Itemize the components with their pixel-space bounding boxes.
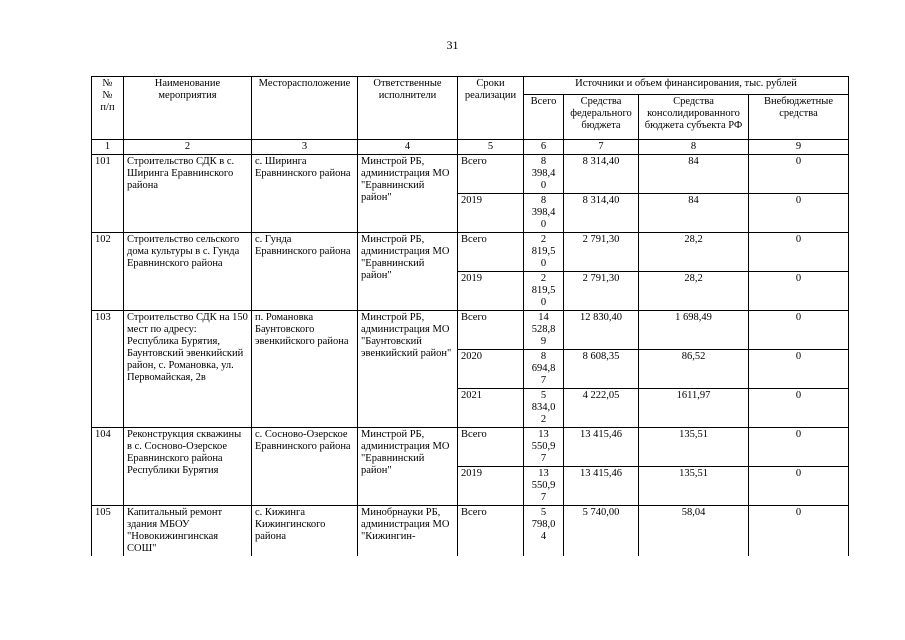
event-location: с. Сосново-Озерское Еравнинского района xyxy=(252,428,358,506)
header-row xyxy=(92,77,849,95)
table-row xyxy=(92,311,849,350)
header-federal: Средства федерального бюджета xyxy=(564,94,639,140)
column-number: 5 xyxy=(458,140,524,155)
regional-cell: 86,52 xyxy=(639,350,749,389)
total-cell: 14 528,8 9 xyxy=(524,311,564,350)
event-name: Строительство сельского дома культуры в с. Гунда Еравнинского района xyxy=(124,233,252,311)
extra-cell: 0 xyxy=(749,272,849,311)
federal-cell: 4 222,05 xyxy=(564,389,639,428)
column-number: 6 xyxy=(524,140,564,155)
total-cell: 2 819,5 0 xyxy=(524,233,564,272)
extra-cell: 0 xyxy=(749,233,849,272)
column-number: 1 xyxy=(92,140,124,155)
extra-cell: 0 xyxy=(749,311,849,350)
extra-cell: 0 xyxy=(749,467,849,506)
regional-cell: 1 698,49 xyxy=(639,311,749,350)
event-location: с. Гунда Еравнинского района xyxy=(252,233,358,311)
federal-cell: 2 791,30 xyxy=(564,272,639,311)
row-number: 105 xyxy=(92,506,124,557)
total-cell: 2 819,5 0 xyxy=(524,272,564,311)
header-num: № № п/п xyxy=(92,77,124,140)
header-funding-group: Источники и объем финансирования, тыс. рублей xyxy=(524,77,849,95)
header-extra: Внебюджетные средства xyxy=(749,94,849,140)
federal-cell: 13 415,46 xyxy=(564,467,639,506)
federal-cell: 12 830,40 xyxy=(564,311,639,350)
column-number: 2 xyxy=(124,140,252,155)
header-name: Наименование мероприятия xyxy=(124,77,252,140)
federal-cell: 8 314,40 xyxy=(564,155,639,194)
total-cell: 5 834,0 2 xyxy=(524,389,564,428)
federal-cell: 8 314,40 xyxy=(564,194,639,233)
term-cell: Всего xyxy=(458,311,524,350)
regional-cell: 28,2 xyxy=(639,233,749,272)
term-cell: Всего xyxy=(458,506,524,557)
event-name: Капитальный ремонт здания МБОУ "Новокижингинская СОШ" xyxy=(124,506,252,557)
event-location: п. Романовка Баунтовского эвенкийского района xyxy=(252,311,358,428)
federal-cell: 8 608,35 xyxy=(564,350,639,389)
total-cell: 13 550,9 7 xyxy=(524,428,564,467)
column-number: 3 xyxy=(252,140,358,155)
event-name: Строительство СДК в с. Ширинга Еравнинского района xyxy=(124,155,252,233)
federal-cell: 5 740,00 xyxy=(564,506,639,557)
extra-cell: 0 xyxy=(749,194,849,233)
regional-cell: 84 xyxy=(639,194,749,233)
event-executors: Минстрой РБ, администрация МО "Еравнинский район" xyxy=(358,428,458,506)
regional-cell: 58,04 xyxy=(639,506,749,557)
header-executors: Ответственные исполнители xyxy=(358,77,458,140)
extra-cell: 0 xyxy=(749,506,849,557)
total-cell: 8 398,4 0 xyxy=(524,194,564,233)
column-number: 9 xyxy=(749,140,849,155)
page-number: 31 xyxy=(446,38,459,52)
header-total: Всего xyxy=(524,94,564,140)
event-executors: Минстрой РБ, администрация МО "Еравнинский район" xyxy=(358,233,458,311)
term-cell: Всего xyxy=(458,428,524,467)
regional-cell: 1611,97 xyxy=(639,389,749,428)
row-number: 104 xyxy=(92,428,124,506)
federal-cell: 13 415,46 xyxy=(564,428,639,467)
regional-cell: 84 xyxy=(639,155,749,194)
column-number: 4 xyxy=(358,140,458,155)
table-row xyxy=(92,233,849,272)
table-body xyxy=(92,77,849,557)
event-executors: Минстрой РБ, администрация МО "Баунтовский эвенкийский район" xyxy=(358,311,458,428)
term-cell: Всего xyxy=(458,233,524,272)
term-cell: 2019 xyxy=(458,194,524,233)
event-name: Строительство СДК на 150 мест по адресу: Республика Бурятия, Баунтовский эвенкийский район, с. Романовка, ул. Первомайская, 2в xyxy=(124,311,252,428)
total-cell: 8 398,4 0 xyxy=(524,155,564,194)
header-term: Сроки реализации xyxy=(458,77,524,140)
term-cell: 2021 xyxy=(458,389,524,428)
extra-cell: 0 xyxy=(749,428,849,467)
extra-cell: 0 xyxy=(749,389,849,428)
regional-cell: 135,51 xyxy=(639,428,749,467)
term-cell: 2020 xyxy=(458,350,524,389)
event-executors: Минобрнауки РБ, администрация МО "Кижингин- xyxy=(358,506,458,557)
header-regional: Средства консолидированного бюджета субъекта РФ xyxy=(639,94,749,140)
event-executors: Минстрой РБ, администрация МО "Еравнинский район" xyxy=(358,155,458,233)
total-cell: 8 694,8 7 xyxy=(524,350,564,389)
row-number: 103 xyxy=(92,311,124,428)
event-name: Реконструкция скважины в с. Сосново-Озерское Еравнинского района Республики Бурятия xyxy=(124,428,252,506)
regional-cell: 28,2 xyxy=(639,272,749,311)
table-row xyxy=(92,428,849,467)
column-number: 8 xyxy=(639,140,749,155)
column-numbers-row xyxy=(92,140,849,155)
term-cell: Всего xyxy=(458,155,524,194)
table-row xyxy=(92,506,849,557)
regional-cell: 135,51 xyxy=(639,467,749,506)
term-cell: 2019 xyxy=(458,272,524,311)
financing-table xyxy=(91,76,849,556)
table-row xyxy=(92,155,849,194)
column-number: 7 xyxy=(564,140,639,155)
total-cell: 13 550,9 7 xyxy=(524,467,564,506)
total-cell: 5 798,0 4 xyxy=(524,506,564,557)
row-number: 102 xyxy=(92,233,124,311)
federal-cell: 2 791,30 xyxy=(564,233,639,272)
extra-cell: 0 xyxy=(749,155,849,194)
extra-cell: 0 xyxy=(749,350,849,389)
header-location: Месторасположение xyxy=(252,77,358,140)
event-location: с. Кижинга Кижингинского района xyxy=(252,506,358,557)
term-cell: 2019 xyxy=(458,467,524,506)
event-location: с. Ширинга Еравнинского района xyxy=(252,155,358,233)
row-number: 101 xyxy=(92,155,124,233)
